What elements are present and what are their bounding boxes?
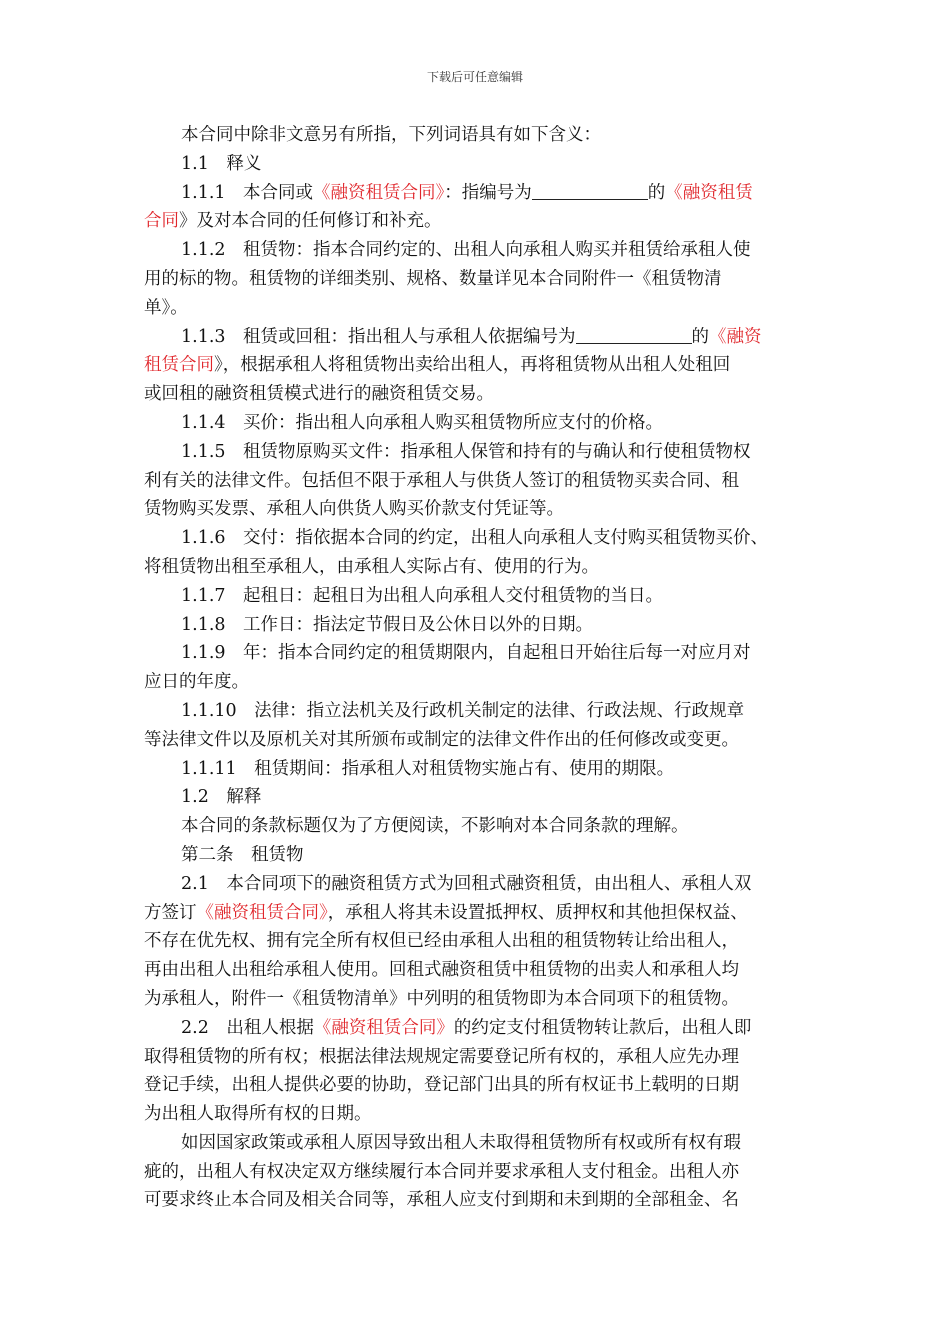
text-segment: 2.1 本合同项下的融资租赁方式为回租式融资租赁，由出租人、承租人双 <box>181 873 752 894</box>
text-line <box>144 351 816 380</box>
text-segment: 登记手续，出租人提供必要的协助，登记部门出具的所有权证书上载明的日期 <box>144 1075 739 1096</box>
text-segment: 用的标的物。租赁物的详细类别、规格、数量详见本合同附件一《租赁物清 <box>144 268 722 289</box>
text-line <box>144 323 816 352</box>
paragraph <box>144 323 816 409</box>
text-segment: 的 <box>691 326 710 347</box>
text-line <box>144 841 816 870</box>
text-segment: 将租赁物出租至承租人，由承租人实际占有、使用的行为。 <box>144 556 599 577</box>
paragraph <box>144 1129 816 1215</box>
fill-in-blank <box>576 325 692 344</box>
paragraph <box>144 1014 816 1129</box>
text-segment: 1.1.11 租赁期间：指承租人对租赁物实施占有、使用的期限。 <box>181 758 675 779</box>
text-segment: 》，根据承租人将租赁物出卖给出租人，再将租赁物从出租人处租回 <box>214 355 731 376</box>
text-segment: 可要求终止本合同及相关合同等，承租人应支付到期和未到期的全部租金、名 <box>144 1190 739 1211</box>
text-segment: 取得租赁物的所有权；根据法律法规规定需要登记所有权的，承租人应先办理 <box>144 1046 739 1067</box>
text-segment: 的 <box>647 182 666 203</box>
highlighted-term: 《融资租赁合同》 <box>313 182 445 203</box>
text-line <box>144 265 816 294</box>
text-segment: ，承租人将其未设置抵押权、质押权和其他担保权益、 <box>327 902 748 923</box>
text-line <box>144 1186 816 1215</box>
fill-in-blank <box>532 181 648 200</box>
paragraph <box>144 179 816 237</box>
text-segment: 1.1.4 买价：指出租人向承租人购买租赁物所应支付的价格。 <box>181 412 664 433</box>
text-line <box>144 121 816 150</box>
text-segment: 2.2 出租人根据 <box>181 1017 314 1038</box>
text-line <box>144 409 816 438</box>
text-line <box>144 726 816 755</box>
paragraph <box>144 755 816 784</box>
text-segment: 1.1 释义 <box>181 153 262 174</box>
text-segment: 1.1.6 交付：指依据本合同的约定，出租人向承租人支付购买租赁物买价、 <box>181 528 769 549</box>
text-segment: 1.1.3 租赁或回租：指出租人与承租人依据编号为 <box>181 326 576 347</box>
text-segment: 单》。 <box>144 297 188 318</box>
text-line <box>144 380 816 409</box>
text-line <box>144 611 816 640</box>
text-line <box>144 438 816 467</box>
text-line <box>144 582 816 611</box>
paragraph <box>144 121 816 150</box>
text-line <box>144 495 816 524</box>
text-segment: 为出租人取得所有权的日期。 <box>144 1104 372 1125</box>
paragraph <box>144 409 816 438</box>
text-segment: 等法律文件以及原机关对其所颁布或制定的法律文件作出的任何修改或变更。 <box>144 729 739 750</box>
paragraph <box>144 697 816 755</box>
text-line <box>144 524 816 553</box>
text-line <box>144 927 816 956</box>
text-segment: 疵的，出租人有权决定双方继续履行本合同并要求承租人支付租金。出租人亦 <box>144 1161 739 1182</box>
paragraph <box>144 783 816 812</box>
paragraph <box>144 582 816 611</box>
text-segment: 1.1.5 租赁物原购买文件：指承租人保管和持有的与确认和行使租赁物权 <box>181 441 751 462</box>
text-line <box>144 553 816 582</box>
paragraph <box>144 639 816 697</box>
text-line <box>144 812 816 841</box>
text-line <box>144 783 816 812</box>
document-body <box>144 121 816 1215</box>
text-line <box>144 1129 816 1158</box>
text-segment: 1.1.8 工作日：指法定节假日及公休日以外的日期。 <box>181 614 594 635</box>
text-line <box>144 639 816 668</box>
highlighted-term: 《融资 <box>709 326 762 347</box>
text-line <box>144 467 816 496</box>
text-line <box>144 956 816 985</box>
paragraph <box>144 812 816 841</box>
text-segment: 再由出租人出租给承租人使用。回租式融资租赁中租赁物的出卖人和承租人均 <box>144 960 739 981</box>
text-segment: 方签订 <box>144 902 197 923</box>
text-line <box>144 755 816 784</box>
text-segment: 本合同中除非文意另有所指，下列词语具有如下含义： <box>181 125 601 145</box>
text-line <box>144 668 816 697</box>
text-segment: 如因国家政策或承租人原因导致出租人未取得租赁物所有权或所有权有瑕 <box>181 1132 741 1153</box>
text-segment: 的约定支付租赁物转让款后，出租人即 <box>453 1017 752 1038</box>
highlighted-term: 《融资租赁合同》 <box>313 1017 454 1038</box>
highlighted-term: 合同 <box>144 211 179 232</box>
text-line <box>144 236 816 265</box>
text-segment: 1.2 解释 <box>181 787 262 808</box>
text-line <box>144 985 816 1014</box>
text-line <box>144 899 816 928</box>
highlighted-term: 《融资租赁合同》 <box>196 902 328 923</box>
text-segment: 赁物购买发票、承租人向供货人购买价款支付凭证等。 <box>144 499 564 520</box>
text-segment: 》及对本合同的任何修订和补充。 <box>179 211 442 232</box>
paragraph <box>144 870 816 1014</box>
text-line <box>144 1071 816 1100</box>
text-segment: 利有关的法律文件。包括但不限于承租人与供货人签订的租赁物买卖合同、租 <box>144 470 739 491</box>
paragraph <box>144 150 816 179</box>
text-segment: 1.1.10 法律：指立法机关及行政机关制定的法律、行政法规、行政规章 <box>181 700 745 721</box>
text-line <box>144 1100 816 1129</box>
text-segment: 本合同的条款标题仅为了方便阅读，不影响对本合同条款的理解。 <box>181 816 689 837</box>
paragraph <box>144 611 816 640</box>
text-line <box>144 179 816 208</box>
paragraph <box>144 236 816 322</box>
text-line <box>144 870 816 899</box>
text-line <box>144 1158 816 1187</box>
text-line <box>144 294 816 323</box>
paragraph <box>144 841 816 870</box>
text-line <box>144 1043 816 1072</box>
text-segment: 为承租人，附件一《租赁物清单》中列明的租赁物即为本合同项下的租赁物。 <box>144 988 739 1009</box>
text-segment: 1.1.7 起租日：起租日为出租人向承租人交付租赁物的当日。 <box>181 585 664 606</box>
page-header: 下载后可任意编辑 <box>426 70 523 84</box>
text-segment: 或回租的融资租赁模式进行的融资租赁交易。 <box>144 384 494 405</box>
paragraph <box>144 438 816 524</box>
text-segment: 1.1.2 租赁物：指本合同约定的、出租人向承租人购买并租赁给承租人使 <box>181 240 751 261</box>
text-line <box>144 1014 816 1043</box>
paragraph <box>144 524 816 582</box>
text-segment: 1.1.9 年：指本合同约定的租赁期限内，自起租日开始往后每一对应月对 <box>181 643 751 664</box>
text-segment: 不存在优先权、拥有完全所有权但已经由承租人出租的租赁物转让给出租人， <box>144 931 739 952</box>
text-segment: 第二条 租赁物 <box>181 844 304 865</box>
highlighted-term: 租赁合同 <box>144 355 214 376</box>
text-segment: 1.1.1 本合同或 <box>181 182 314 203</box>
text-line <box>144 207 816 236</box>
text-line <box>144 697 816 726</box>
text-segment: ：指编号为 <box>444 182 532 203</box>
text-segment: 应日的年度。 <box>144 672 249 693</box>
highlighted-term: 《融资租赁 <box>665 182 753 203</box>
text-line <box>144 150 816 179</box>
